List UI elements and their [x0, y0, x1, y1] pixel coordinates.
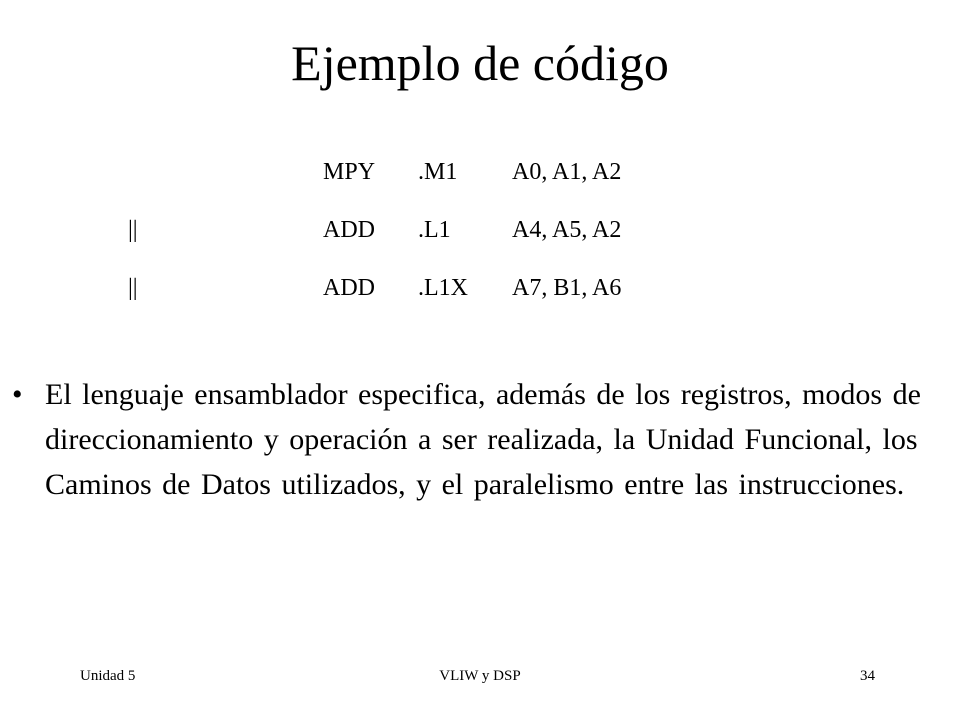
- code-row: [0, 266, 960, 310]
- page-number: 34: [860, 668, 875, 684]
- code-example: [0, 150, 960, 320]
- slide-footer: [0, 664, 960, 688]
- slide-title: Ejemplo de código: [291, 35, 669, 91]
- bullet-marker: •: [12, 378, 23, 411]
- code-opcode: ADD: [323, 217, 375, 243]
- code-unit: .M1: [418, 159, 458, 185]
- footer-unit: Unidad 5: [80, 668, 136, 684]
- code-row: [0, 150, 960, 194]
- footer-topic: VLIW y DSP: [439, 668, 521, 684]
- code-unit: .L1X: [418, 275, 468, 301]
- code-opcode: ADD: [323, 275, 375, 301]
- parallel-marker: ||: [128, 217, 138, 243]
- code-row: [0, 208, 960, 252]
- bullet-text: El lenguaje ensamblador especifica, además de los registros, modos de direccionamiento y operación a ser realizada, la Unidad Funcional, los Caminos de Datos utilizados, y el paralelismo entre las instrucciones.: [45, 378, 921, 501]
- code-operands: A4, A5, A2: [512, 217, 622, 243]
- code-operands: A7, B1, A6: [512, 275, 622, 301]
- code-operands: A0, A1, A2: [512, 159, 622, 185]
- parallel-marker: ||: [128, 275, 138, 301]
- code-opcode: MPY: [323, 159, 376, 185]
- code-unit: .L1: [418, 217, 451, 243]
